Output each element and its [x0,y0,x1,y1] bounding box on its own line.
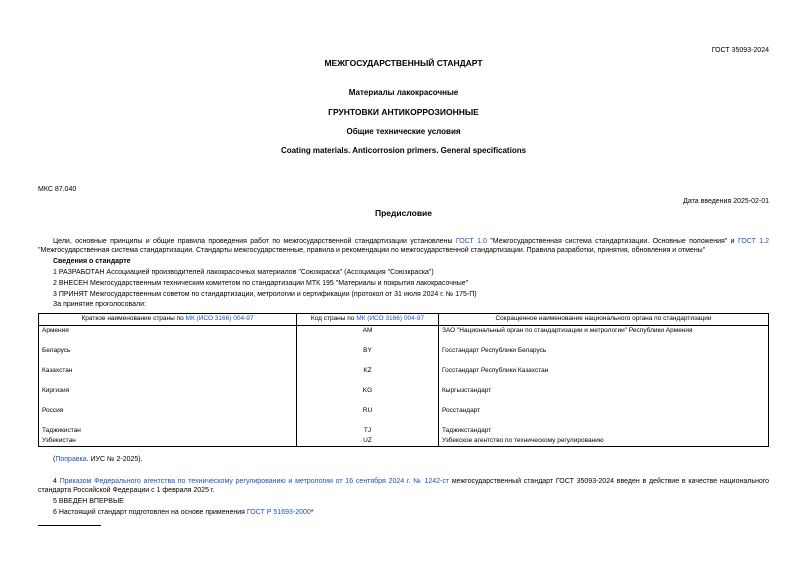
foreword-paragraph [38,238,769,256]
item-first-introduced: 5 ВВЕДЕН ВПЕРВЫЕ [53,498,124,505]
table-row [39,366,769,386]
organ-cell: Кыргызстандарт [439,386,769,406]
organ-cell: Узбекское агентство по техническому регулированию [439,436,769,447]
organ-cell: Таджикстандарт [439,426,769,436]
amendment-link[interactable]: Поправка [55,456,87,463]
introduction-date: Дата введения 2025-02-01 [683,198,769,205]
country-cell: Армения [39,326,297,346]
table-row [39,406,769,426]
subtitle-conditions: Общие технические условия [346,127,461,136]
code-cell: TJ [297,426,439,436]
order-link[interactable]: Приказом Федерального агентства по техническому регулированию и метрологии от 16 сентября 2024 г. № 1242-ст [59,478,450,485]
item-based-on [53,509,314,518]
header-text: Код страны по [310,315,357,323]
item-text: * [310,509,314,516]
country-cell: Узбекистан [39,436,297,447]
organ-cell: Госстандарт Республики Беларусь [439,346,769,366]
organ-cell: Госстандарт Республики Казахстан [439,366,769,386]
english-title: Coating materials. Anticorrosion primers. General specifications [280,146,527,155]
item-text: 4 [53,478,60,485]
country-cell: Казахстан [39,366,297,386]
item-text: межгосударственный стандарт ГОСТ 35093-2024 введен в действие в качестве национального стандарта Российской Федерации с 1 февраля 2025 г. [38,478,770,494]
country-cell: Беларусь [39,346,297,366]
country-cell: Киргизия [39,386,297,406]
header-organ: Сокращенное наименование национального органа по стандартизации [439,314,769,326]
mk-iso-link[interactable]: МК (ИСО 3166) 004-97 [185,315,254,323]
header-country [39,314,297,326]
table-row [39,436,769,447]
item-submitted: 2 ВНЕСЕН Межгосударственным техническим комитетом по стандартизации МТК 195 "Материалы и покрытия лакокрасочные" [53,280,469,287]
table-header-row [39,314,769,326]
mks-code: МКС 87.040 [38,186,77,193]
document-number: ГОСТ 35093-2024 [711,47,769,54]
item-adopted: 3 ПРИНЯТ Межгосударственным советом по стандартизации, метрологии и сертификации (протокол от 31 июля 2024 г. № 175-П) [53,291,477,298]
table-row [39,346,769,366]
voted-label: За принятие проголосовали: [53,301,146,308]
document-title: ГРУНТОВКИ АНТИКОРРОЗИОННЫЕ [328,107,479,117]
gost-1-0-link[interactable]: ГОСТ 1.0 [455,238,487,245]
header-code [297,314,439,326]
code-cell: BY [297,346,439,366]
amendment-text: . ИУС № 2-2025). [86,456,143,463]
info-heading: Сведения о стандарте [53,258,131,265]
subtitle-materials: Материалы лакокрасочные [348,88,459,97]
item-developed: 1 РАЗРАБОТАН Ассоциацией производителей лакокрасочных материалов "Союзкраска" (Ассоциация "Союзкраска") [53,269,434,276]
countries-table [38,313,769,447]
item-order [38,478,769,496]
organ-cell: ЗАО "Национальный орган по стандартизации и метрологии" Республики Армения [439,326,769,346]
header-text: Краткое наименование страны по [81,315,186,323]
code-cell: RU [297,406,439,426]
gost-1-2-link[interactable]: ГОСТ 1.2 [737,238,769,245]
amendment-text: ( [53,456,56,463]
mk-iso-link[interactable]: МК (ИСО 3166) 004-97 [356,315,425,323]
code-cell: KZ [297,366,439,386]
table-row [39,326,769,346]
paragraph-text: "Межгосударственная система стандартизации. Стандарты межгосударственные, правила и рекомендации по межгосударственной стандартизации. Правила разработки, принятия, обновления и отмены" [38,246,706,254]
amendment-note [53,456,143,465]
organ-cell: Росстандарт [439,406,769,426]
item-text: 6 Настоящий стандарт подготовлен на основе применения [53,509,247,516]
foreword-heading: Предисловие [374,208,433,218]
code-cell: AM [297,326,439,346]
table-row [39,386,769,406]
gost-r-link[interactable]: ГОСТ Р 51693-2000 [246,509,311,516]
paragraph-text: Цели, основные принципы и общие правила проведения работ по межгосударственной стандартизации установлены [53,238,456,245]
country-cell: Таджикистан [39,426,297,436]
footnote-divider [38,525,101,526]
code-cell: KG [297,386,439,406]
paragraph-text: "Межгосударственная система стандартизации. Основные положения" и [486,238,738,245]
code-cell: UZ [297,436,439,447]
standard-type: МЕЖГОСУДАРСТВЕННЫЙ СТАНДАРТ [324,58,483,68]
table-row [39,426,769,436]
country-cell: Россия [39,406,297,426]
